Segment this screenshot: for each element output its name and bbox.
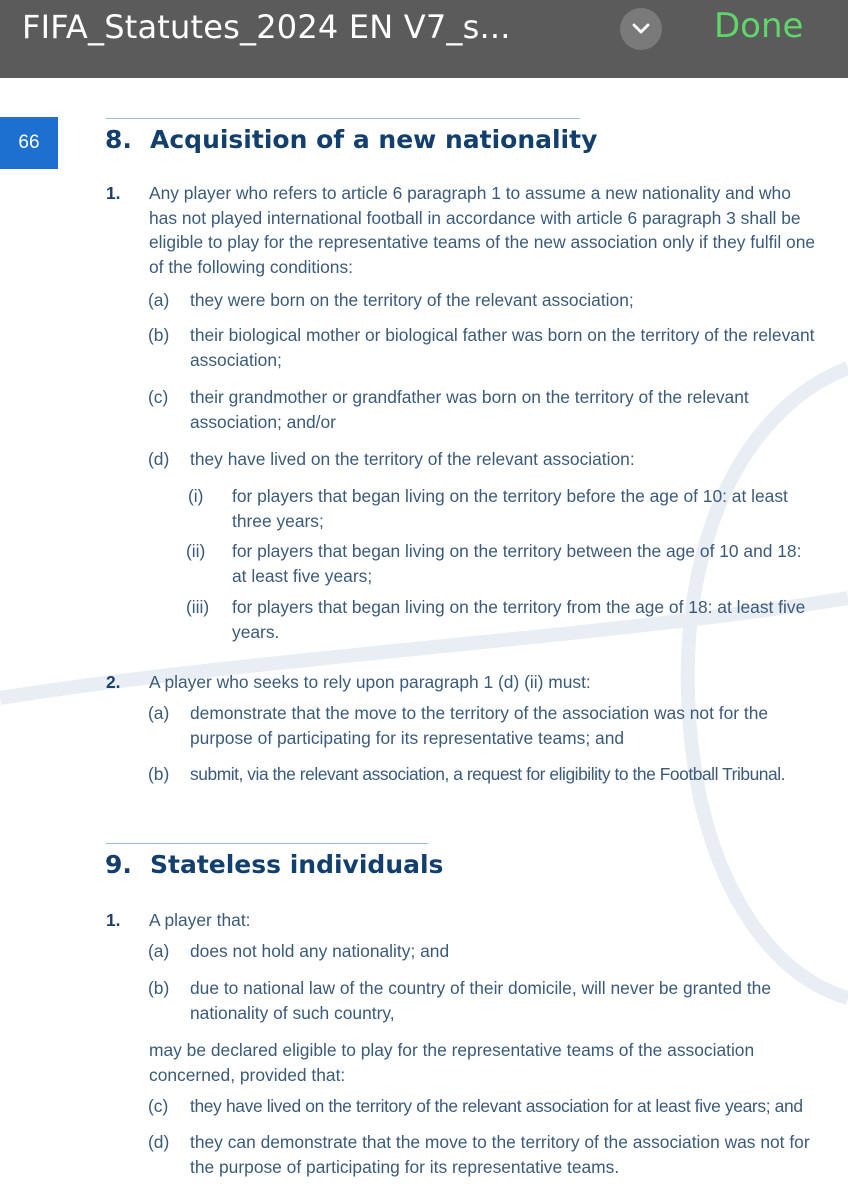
list-label: (a) [148, 703, 170, 723]
list-label: (d) [148, 449, 170, 469]
list-label: (a) [148, 290, 170, 310]
list-label: (d) [148, 1132, 170, 1152]
list-text: due to national law of the country of their domicile, will never be granted the nationality of such country, [190, 978, 771, 1023]
list-label: (i) [188, 486, 204, 506]
paragraph-9-1 [106, 908, 816, 934]
list-text: for players that began living on the territory between the age of 10 and 18: at least five years; [232, 541, 802, 586]
list-label: (c) [148, 387, 169, 407]
list-text: they can demonstrate that the move to the territory of the association was not for the purpose of participating for its representative teams. [190, 1132, 810, 1177]
list-text: their grandmother or grandfather was born on the territory of the relevant association; and/or [190, 387, 749, 432]
list-label: (a) [148, 941, 170, 961]
list-text: they have lived on the territory of the relevant association for at least five years; and [190, 1096, 803, 1116]
chevron-down-icon [631, 22, 651, 36]
list-item-8-1-c [148, 385, 816, 435]
list-text: their biological mother or biological father was born on the territory of the relevant association; [190, 325, 815, 370]
paragraph-text: A player that: [149, 910, 251, 930]
list-text: does not hold any nationality; and [190, 941, 450, 961]
section-8-heading [105, 125, 597, 154]
list-text: demonstrate that the move to the territory of the association was not for the purpose of participating for its representative teams; and [190, 703, 769, 748]
title-menu-button[interactable] [620, 8, 662, 50]
page-number-tab: 66 [0, 117, 58, 169]
section-9-title: Stateless individuals [150, 850, 444, 879]
list-item-8-2-a [148, 701, 816, 751]
list-label: (b) [148, 978, 170, 998]
list-item-8-1-d-ii [186, 539, 816, 589]
list-text: for players that began living on the territory from the age of 18: at least five years. [232, 597, 806, 642]
paragraph-number: 2. [106, 672, 121, 692]
list-item-8-1-a [148, 288, 816, 314]
section-8-number: 8. [105, 125, 132, 154]
list-label: (iii) [186, 597, 210, 617]
section-divider [106, 118, 580, 119]
paragraph-number: 1. [106, 910, 121, 930]
section-8-title: Acquisition of a new nationality [150, 125, 598, 154]
list-label: (c) [148, 1096, 169, 1116]
list-text: submit, via the relevant association, a request for eligibility to the Football Tribunal. [190, 764, 786, 784]
paragraph-8-2 [106, 670, 816, 696]
list-item-8-1-b [148, 323, 816, 373]
list-item-9-1-d [148, 1130, 816, 1180]
section-divider [106, 843, 428, 844]
list-label: (b) [148, 764, 170, 784]
paragraph-text: Any player who refers to article 6 paragraph 1 to assume a new nationality and who has not played international football in accordance with article 6 paragraph 3 shall be eligible to play for the representative teams of the new association only if they fulfil one of the following conditions: [149, 183, 816, 277]
list-item-9-1-c [148, 1094, 828, 1120]
list-item-9-1-b [148, 976, 816, 1026]
toolbar [0, 0, 848, 78]
list-item-8-1-d [148, 447, 816, 473]
paragraph-number: 1. [106, 183, 121, 203]
list-item-8-1-d-i [188, 484, 816, 534]
done-button[interactable]: Done [714, 6, 804, 46]
paragraph-text: may be declared eligible to play for the representative teams of the association concerned, provided that: [149, 1040, 755, 1085]
paragraph-text: A player who seeks to rely upon paragraph 1 (d) (ii) must: [149, 672, 591, 692]
document-title: FIFA_Statutes_2024 EN V7_s... [22, 8, 511, 46]
list-text: for players that began living on the territory before the age of 10: at least three years; [232, 486, 788, 531]
list-text: they have lived on the territory of the relevant association: [190, 449, 635, 469]
list-item-8-1-d-iii [186, 595, 816, 645]
list-text: they were born on the territory of the relevant association; [190, 290, 634, 310]
list-item-8-2-b [148, 762, 828, 788]
section-9-number: 9. [105, 850, 132, 879]
list-label: (b) [148, 325, 170, 345]
list-label: (ii) [186, 541, 206, 561]
section-9-heading [105, 850, 443, 879]
paragraph-8-1 [106, 181, 816, 281]
paragraph-9-1-continuation [149, 1038, 816, 1088]
list-item-9-1-a [148, 939, 816, 965]
document-page[interactable] [0, 78, 848, 1200]
